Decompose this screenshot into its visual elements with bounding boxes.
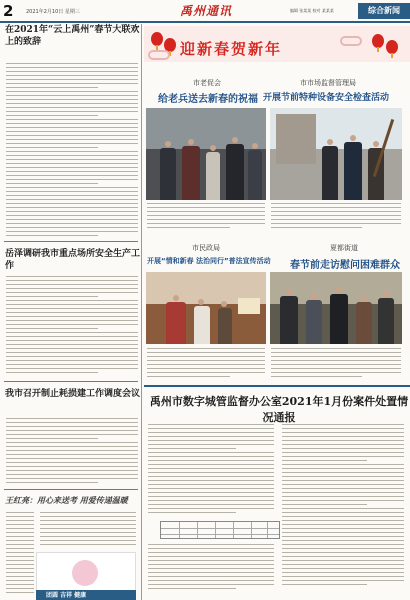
photo-equipment-check[interactable]: [270, 108, 402, 200]
headline-gala-speech[interactable]: 在2021年“云上禹州”春节大联欢上的致辞: [5, 25, 140, 47]
ad-slogan: 团圆 吉祥 健康: [46, 592, 87, 599]
report-body-left: [148, 424, 274, 518]
story-kicker: 市老促会: [193, 79, 221, 87]
lantern-icon: [372, 34, 384, 48]
section-divider: [4, 489, 138, 490]
story-body-veterans: [147, 203, 265, 233]
story-headline-legal-campaign[interactable]: 开展“情和新春 法治同行”普法宣传活动: [147, 257, 271, 265]
masthead-logo: 禹州通讯: [180, 4, 233, 18]
photo-legal-campaign[interactable]: [146, 272, 266, 344]
story-kicker: 市市场监督管理局: [300, 79, 356, 87]
headline-work-meeting[interactable]: 我市召开制止耗损建工作调度会议: [5, 389, 141, 399]
cloud-ornament: [340, 36, 362, 46]
article-body-meeting: [6, 418, 138, 488]
story-body-equipment: [271, 203, 401, 233]
photo-community-visit[interactable]: [270, 272, 402, 344]
story-headline-equipment-check[interactable]: 开展节前特种设备安全检查活动: [263, 93, 390, 103]
article-body-delivery-cont: [40, 512, 136, 550]
page-number: 2: [3, 2, 14, 20]
header-rule: [0, 21, 410, 23]
headline-case-report[interactable]: 禹州市数字城管监督办公室2021年1月份案件处置情况通报: [149, 395, 409, 424]
story-kicker: 市民政局: [192, 244, 220, 252]
report-body-right: [282, 424, 404, 596]
lantern-icon: [386, 40, 398, 54]
report-body-left-cont: [148, 544, 274, 596]
story-body-visits: [271, 348, 401, 382]
cloud-ornament: [148, 50, 170, 60]
lantern-icon: [151, 32, 163, 46]
page-header: [0, 0, 410, 22]
story-headline-visits[interactable]: 春节前走访慰问困难群众: [290, 260, 400, 271]
section-divider: [4, 381, 138, 382]
section-tab[interactable]: 综合新闻: [358, 3, 410, 19]
story-headline-veterans[interactable]: 给老兵送去新春的祝福: [158, 94, 258, 105]
headline-safety-inspection[interactable]: 岳泽调研我市重点场所安全生产工作: [5, 249, 141, 271]
story-body-legal: [147, 348, 265, 382]
article-body-safety: [6, 276, 138, 380]
mascot-illustration: [72, 560, 98, 586]
section-divider: [4, 241, 138, 242]
case-statistics-table: [160, 521, 280, 539]
article-body-speech: [6, 63, 138, 239]
story-kicker: 夏都街道: [330, 244, 358, 252]
article-body-delivery: [6, 512, 34, 596]
section-divider: [144, 385, 410, 387]
headline-warm-delivery[interactable]: 王红亮：用心来送考 用爱传递温暖: [5, 495, 128, 505]
photo-veterans-visit[interactable]: [146, 108, 266, 200]
issue-date: 2021年2月10日 星期三: [26, 9, 80, 15]
column-divider: [141, 24, 142, 600]
editor-credits: 编辑 张某某 校对 某某某: [290, 8, 334, 13]
banner-title: 迎新春贺新年: [180, 40, 283, 58]
